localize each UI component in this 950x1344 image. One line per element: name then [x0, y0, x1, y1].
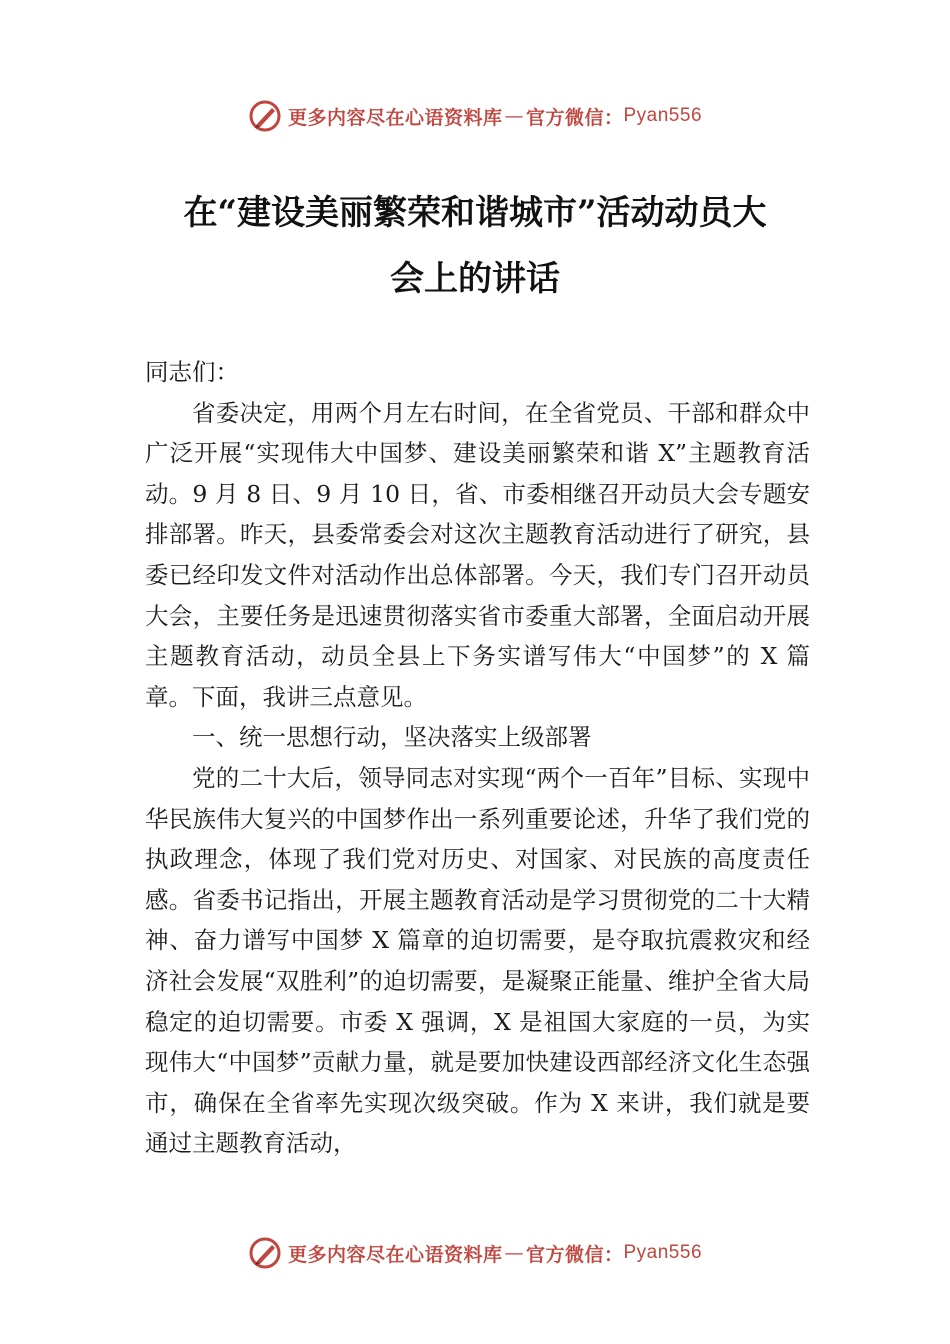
watermark-separator: — [504, 105, 524, 127]
pen-logo-icon [248, 99, 282, 133]
title-line-1: 在“建设美丽繁荣和谐城市”活动动员大 [183, 193, 767, 233]
section-heading-1: 一、统一思想行动，坚决落实上级部署 [192, 723, 592, 752]
salutation: 同志们： [145, 358, 239, 386]
watermark-wechat-label: 官方微信： [525, 106, 624, 129]
watermark-wechat-label: 官方微信： [525, 1243, 624, 1266]
footer-watermark [0, 1233, 950, 1273]
pen-logo-icon [248, 1236, 282, 1270]
watermark-text: 更多内容尽在心语资料库 [287, 106, 503, 129]
watermark-text: 更多内容尽在心语资料库 [287, 1243, 503, 1266]
body-paragraph-1: 省委决定，用两个月左右时间，在全省党员、干部和群众中广泛开展“实现伟大中国梦、建设美丽繁荣和谐 X”主题教育活动。9 月 8 日、9 月 10 日，省、市委相继召开动员大会专题安排部署。昨天，县委常委会对这次主题教育活动进行了研究，县委已经印发文件对活动作出总体部署。今天，我们专门召开动员大会，主要任务是迅速贯彻落实省市委重大部署，全面启动开展主题教育活动，动员全县上下务实谱写伟大“中国梦”的 X 篇章。下面，我讲三点意见。 [145, 398, 810, 711]
document-title [0, 180, 950, 312]
title-line-2: 会上的讲话 [390, 259, 560, 299]
body-paragraph-2: 党的二十大后，领导同志对实现“两个一百年”目标、实现中华民族伟大复兴的中国梦作出一系列重要论述，升华了我们党的执政理念，体现了我们党对历史、对国家、对民族的高度责任感。省委书记指出，开展主题教育活动是学习贯彻党的二十大精神、奋力谱写中国梦 X 篇章的迫切需要，是夺取抗震救灾和经济社会发展“双胜利”的迫切需要，是凝聚正能量、维护全省大局稳定的迫切需要。市委 X 强调，X 是祖国大家庭的一员，为实现伟大“中国梦”贡献力量，就是要加快建设西部经济文化生态强市，确保在全省率先实现次级突破。作为 X 来讲，我们就是要通过主题教育活动， [145, 763, 810, 1158]
document-body [145, 352, 810, 1164]
header-watermark [0, 96, 950, 136]
watermark-wechat-id: Pyan556 [623, 1242, 703, 1263]
watermark-wechat-id: Pyan556 [623, 105, 703, 126]
watermark-separator: — [504, 1242, 524, 1264]
